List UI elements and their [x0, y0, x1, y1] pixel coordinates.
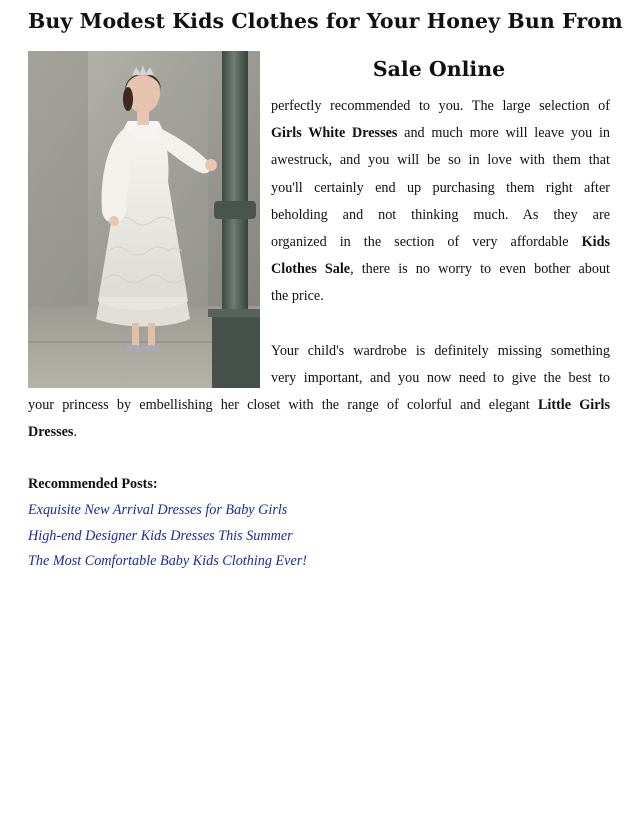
- text-line: very important, and you now need to give the best to: [271, 370, 610, 387]
- text-line: [271, 256, 610, 283]
- recommended-post-link[interactable]: The Most Comfortable Baby Kids Clothing Ever!: [28, 553, 308, 569]
- keyword-little-girls-dresses-cont: Dresses: [28, 424, 74, 441]
- wardrobe-paragraph-bottom: [28, 392, 610, 446]
- recommended-posts-heading: Recommended Posts:: [28, 476, 158, 492]
- text-line: perfectly recommended to you. The large selection of: [271, 98, 610, 114]
- page-title-line-1: Buy Modest Kids Clothes for Your Honey Bun From: [28, 9, 623, 33]
- text-line: beholding and not thinking much. As they are: [271, 206, 610, 223]
- page-title-line-2: Sale Online: [372, 57, 506, 81]
- text-fragment: and much more will leave you in: [397, 125, 610, 142]
- recommended-post-link[interactable]: Exquisite New Arrival Dresses for Baby Girls: [28, 502, 288, 518]
- text-line: awestruck, and you will be so in love with them that: [271, 152, 610, 169]
- text-line: Your child's wardrobe is definitely missing something: [271, 343, 610, 359]
- text-line: [271, 120, 610, 147]
- text-fragment: , there is no worry to even bother about: [350, 261, 610, 278]
- wardrobe-paragraph-top: [271, 338, 610, 392]
- text-line: you'll certainly end up purchasing them right after: [271, 179, 610, 196]
- intro-paragraph: [271, 93, 610, 311]
- girl-white-dress-photo: [28, 51, 260, 388]
- keyword-kids-clothes-sale-cont: Clothes Sale: [271, 261, 351, 278]
- text-line: [28, 419, 610, 446]
- recommended-posts-list: [28, 498, 307, 575]
- text-line: [28, 392, 610, 419]
- text-fragment: your princess by embellishing her closet with the range of colorful and elegant: [28, 397, 538, 413]
- text-line: the price.: [271, 288, 324, 305]
- keyword-little-girls-dresses: Little Girls: [537, 397, 610, 413]
- recommended-post-link[interactable]: High-end Designer Kids Dresses This Summer: [28, 527, 293, 544]
- keyword-kids-clothes-sale: Kids: [581, 234, 610, 251]
- text-fragment: .: [73, 424, 77, 441]
- text-fragment: organized in the section of very affordable: [271, 234, 582, 251]
- keyword-girls-white-dresses: Girls White Dresses: [271, 125, 398, 142]
- text-line: [271, 229, 610, 256]
